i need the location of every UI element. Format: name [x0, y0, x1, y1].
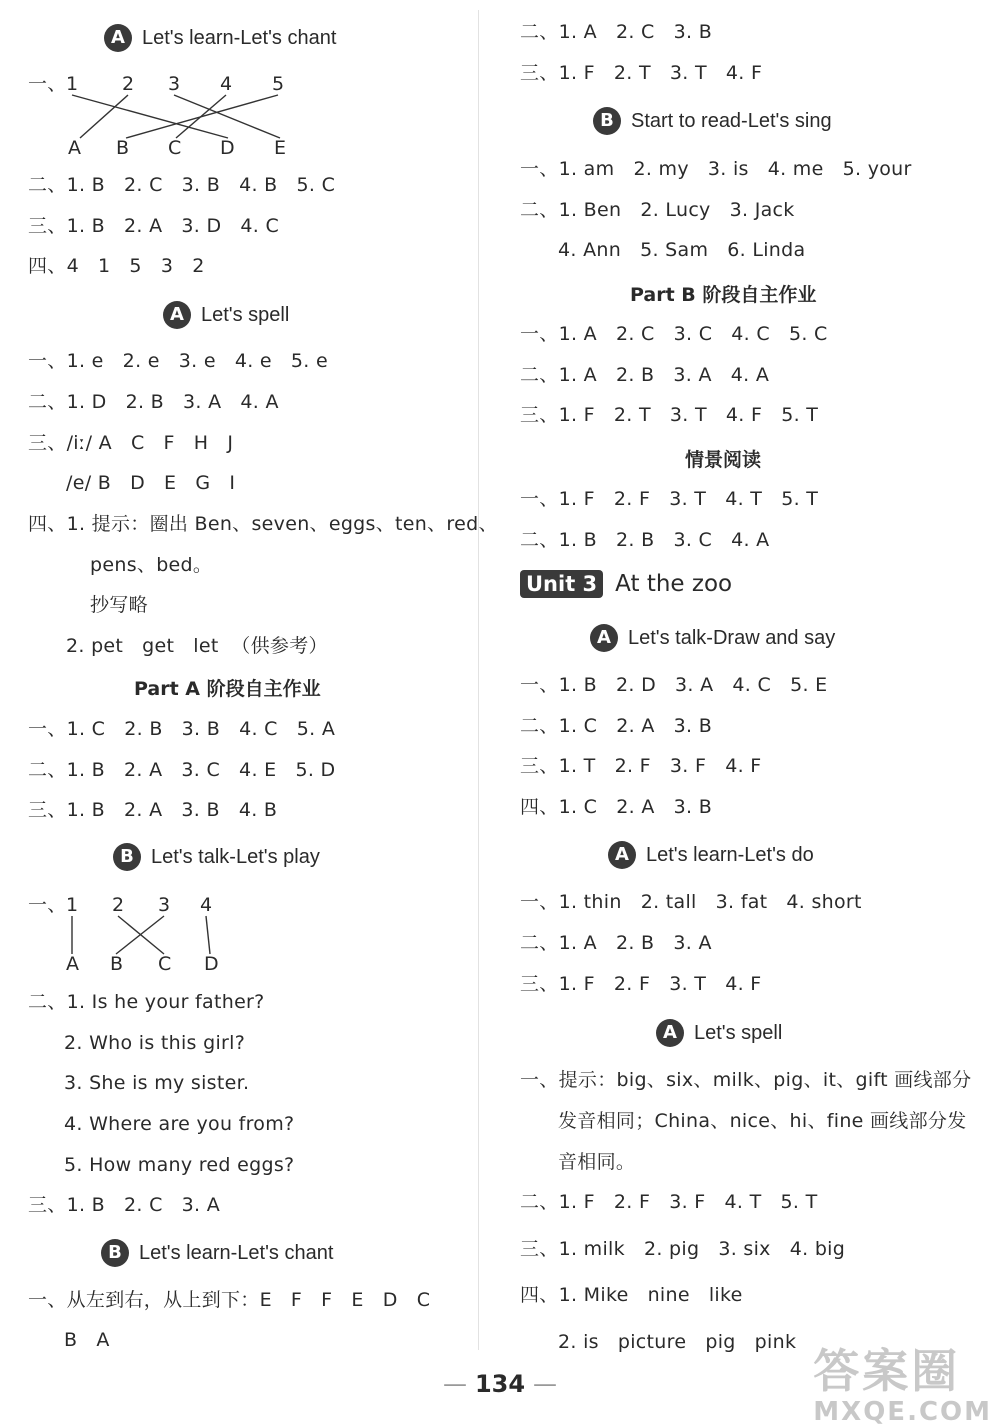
answer-line: 2. pet get let （供参考）	[66, 635, 328, 657]
answer-line: 三、1. F 2. T 3. T 4. F	[520, 62, 763, 84]
match-top-label: 4	[220, 73, 233, 95]
answer-line: 二、1. A 2. B 3. A 4. A	[520, 364, 770, 386]
answer-line: 一、1. A 2. C 3. C 4. C 5. C	[520, 323, 828, 345]
match-bottom-label: A	[68, 137, 82, 159]
answer-line: 三、1. F 2. T 3. T 4. F 5. T	[520, 404, 819, 426]
match-bottom-label: E	[274, 137, 287, 159]
match-bottom-label: D	[220, 137, 235, 159]
answer-line: 二、1. D 2. B 3. A 4. A	[28, 391, 279, 413]
part-b-badge: B	[593, 107, 621, 135]
match-top-label: 1	[66, 73, 79, 95]
answer-line: 二、1. A 2. C 3. B	[520, 21, 713, 43]
answer-line: 5. How many red eggs?	[64, 1154, 295, 1176]
column-divider	[478, 10, 479, 1350]
part-a-badge: A	[590, 624, 618, 652]
answer-line: 四、1. C 2. A 3. B	[520, 796, 713, 818]
answer-line: B A	[64, 1329, 110, 1351]
match-top-label: 2	[112, 894, 125, 916]
answer-line: 一、从左到右，从上到下：E F F E D C	[28, 1289, 431, 1311]
answer-line: 二、1. B 2. A 3. C 4. E 5. D	[28, 759, 336, 781]
answer-line: 三、1. F 2. F 3. T 4. F	[520, 973, 762, 995]
answer-line: 一、提示：big、six、milk、pig、it、gift 画线部分	[520, 1069, 972, 1091]
answer-line: pens、bed。	[90, 554, 213, 576]
answer-line: 抄写略	[90, 594, 148, 616]
section-heading-text: Let's learn-Let's chant	[139, 1242, 334, 1264]
answer-line: 2. Who is this girl?	[64, 1032, 246, 1054]
answer-line: 二、1. B 2. B 3. C 4. A	[520, 529, 770, 551]
match-top-label: 3	[168, 73, 181, 95]
answer-line: 发音相同；China、nice、hi、fine 画线部分发	[558, 1110, 967, 1132]
part-b-badge: B	[113, 843, 141, 871]
unit-title: At the zoo	[615, 571, 733, 597]
answer-line: 4. Ann 5. Sam 6. Linda	[558, 239, 806, 261]
section-heading-text: Let's spell	[694, 1022, 783, 1044]
answer-line: 三、1. T 2. F 3. F 4. F	[520, 755, 762, 777]
answer-line: 二、1. F 2. F 3. F 4. T 5. T	[520, 1191, 818, 1213]
answer-line: 四、1. 提示：圈出 Ben、seven、eggs、ten、red、	[28, 513, 498, 535]
answer-line: 三、1. milk 2. pig 3. six 4. big	[520, 1238, 846, 1260]
match-bottom-label: C	[168, 137, 182, 159]
part-a-badge: A	[656, 1019, 684, 1047]
page-number-dash-right: —	[533, 1370, 558, 1398]
section-heading-text: Let's talk-Let's play	[151, 846, 320, 868]
match-bottom-label: B	[116, 137, 130, 159]
answer-line: 一、1. C 2. B 3. B 4. C 5. A	[28, 718, 336, 740]
section-heading-text: Start to read-Let's sing	[631, 110, 832, 132]
answer-line: 三、1. B 2. C 3. A	[28, 1194, 221, 1216]
answer-line: /e/ B D E G I	[66, 472, 236, 494]
answer-line: 一、1. B 2. D 3. A 4. C 5. E	[520, 674, 828, 696]
match-bottom-label: D	[204, 953, 219, 975]
section-heading-part-b: Part B 阶段自主作业	[630, 284, 817, 306]
question-number: 一、	[28, 894, 67, 916]
section-heading-text: Let's talk-Draw and say	[628, 627, 836, 649]
answer-line: 2. is picture pig pink	[558, 1331, 797, 1353]
section-heading-start-to-read	[593, 107, 832, 135]
match-bottom-label: B	[110, 953, 124, 975]
section-heading-lets-learn-lets-chant-b	[101, 1239, 333, 1267]
answer-line: 二、1. B 2. C 3. B 4. B 5. C	[28, 174, 336, 196]
answer-line: 音相同。	[558, 1151, 636, 1173]
answer-line: 一、1. am 2. my 3. is 4. me 5. your	[520, 158, 912, 180]
part-b-badge: B	[101, 1239, 129, 1267]
watermark-logo-text: 答案圈	[813, 1344, 961, 1398]
answer-line: 二、1. Ben 2. Lucy 3. Jack	[520, 199, 795, 221]
watermark	[813, 1335, 992, 1427]
match-top-label: 4	[200, 894, 213, 916]
section-heading-lets-talk-draw-and-say	[590, 624, 835, 652]
section-heading-text: Let's spell	[201, 304, 290, 326]
section-heading-situational-reading: 情景阅读	[685, 449, 762, 471]
section-heading-lets-learn-lets-do	[608, 841, 814, 869]
unit-badge: Unit 3	[520, 570, 603, 598]
matching-lines	[0, 0, 260, 980]
match-top-label: 1	[66, 894, 79, 916]
question-number: 一、	[28, 73, 67, 95]
match-top-label: 3	[158, 894, 171, 916]
answer-line: 一、1. e 2. e 3. e 4. e 5. e	[28, 350, 328, 372]
part-a-badge: A	[608, 841, 636, 869]
part-a-badge: A	[104, 24, 132, 52]
answer-line: 四、4 1 5 3 2	[28, 255, 205, 277]
watermark-url: MXQE.COM	[813, 1397, 992, 1427]
section-heading-text: Let's learn-Let's chant	[142, 27, 337, 49]
answer-line: 二、1. C 2. A 3. B	[520, 715, 713, 737]
match-top-label: 2	[122, 73, 135, 95]
answer-line: 三、1. B 2. A 3. D 4. C	[28, 215, 280, 237]
section-heading-part-a: Part A 阶段自主作业	[134, 678, 321, 700]
section-heading-text: Let's learn-Let's do	[646, 844, 814, 866]
match-top-label: 5	[272, 73, 285, 95]
page-number-dash-left: —	[442, 1370, 467, 1398]
match-bottom-label: A	[66, 953, 80, 975]
unit-heading	[520, 570, 732, 598]
answer-line: 三、/iː/ A C F H J	[28, 432, 234, 454]
answer-line: 二、1. A 2. B 3. A	[520, 932, 712, 954]
match-bottom-label: C	[158, 953, 172, 975]
page-number-text: 134	[474, 1370, 526, 1398]
answer-line: 4. Where are you from?	[64, 1113, 295, 1135]
answer-line: 四、1. Mike nine like	[520, 1284, 743, 1306]
answer-line: 三、1. B 2. A 3. B 4. B	[28, 799, 278, 821]
part-a-badge: A	[163, 301, 191, 329]
section-heading-lets-spell-unit3	[656, 1019, 782, 1047]
answer-line: 一、1. F 2. F 3. T 4. T 5. T	[520, 488, 819, 510]
answer-line: 一、1. thin 2. tall 3. fat 4. short	[520, 891, 862, 913]
answer-line: 二、1. Is he your father?	[28, 991, 265, 1013]
answer-line: 3. She is my sister.	[64, 1072, 250, 1094]
